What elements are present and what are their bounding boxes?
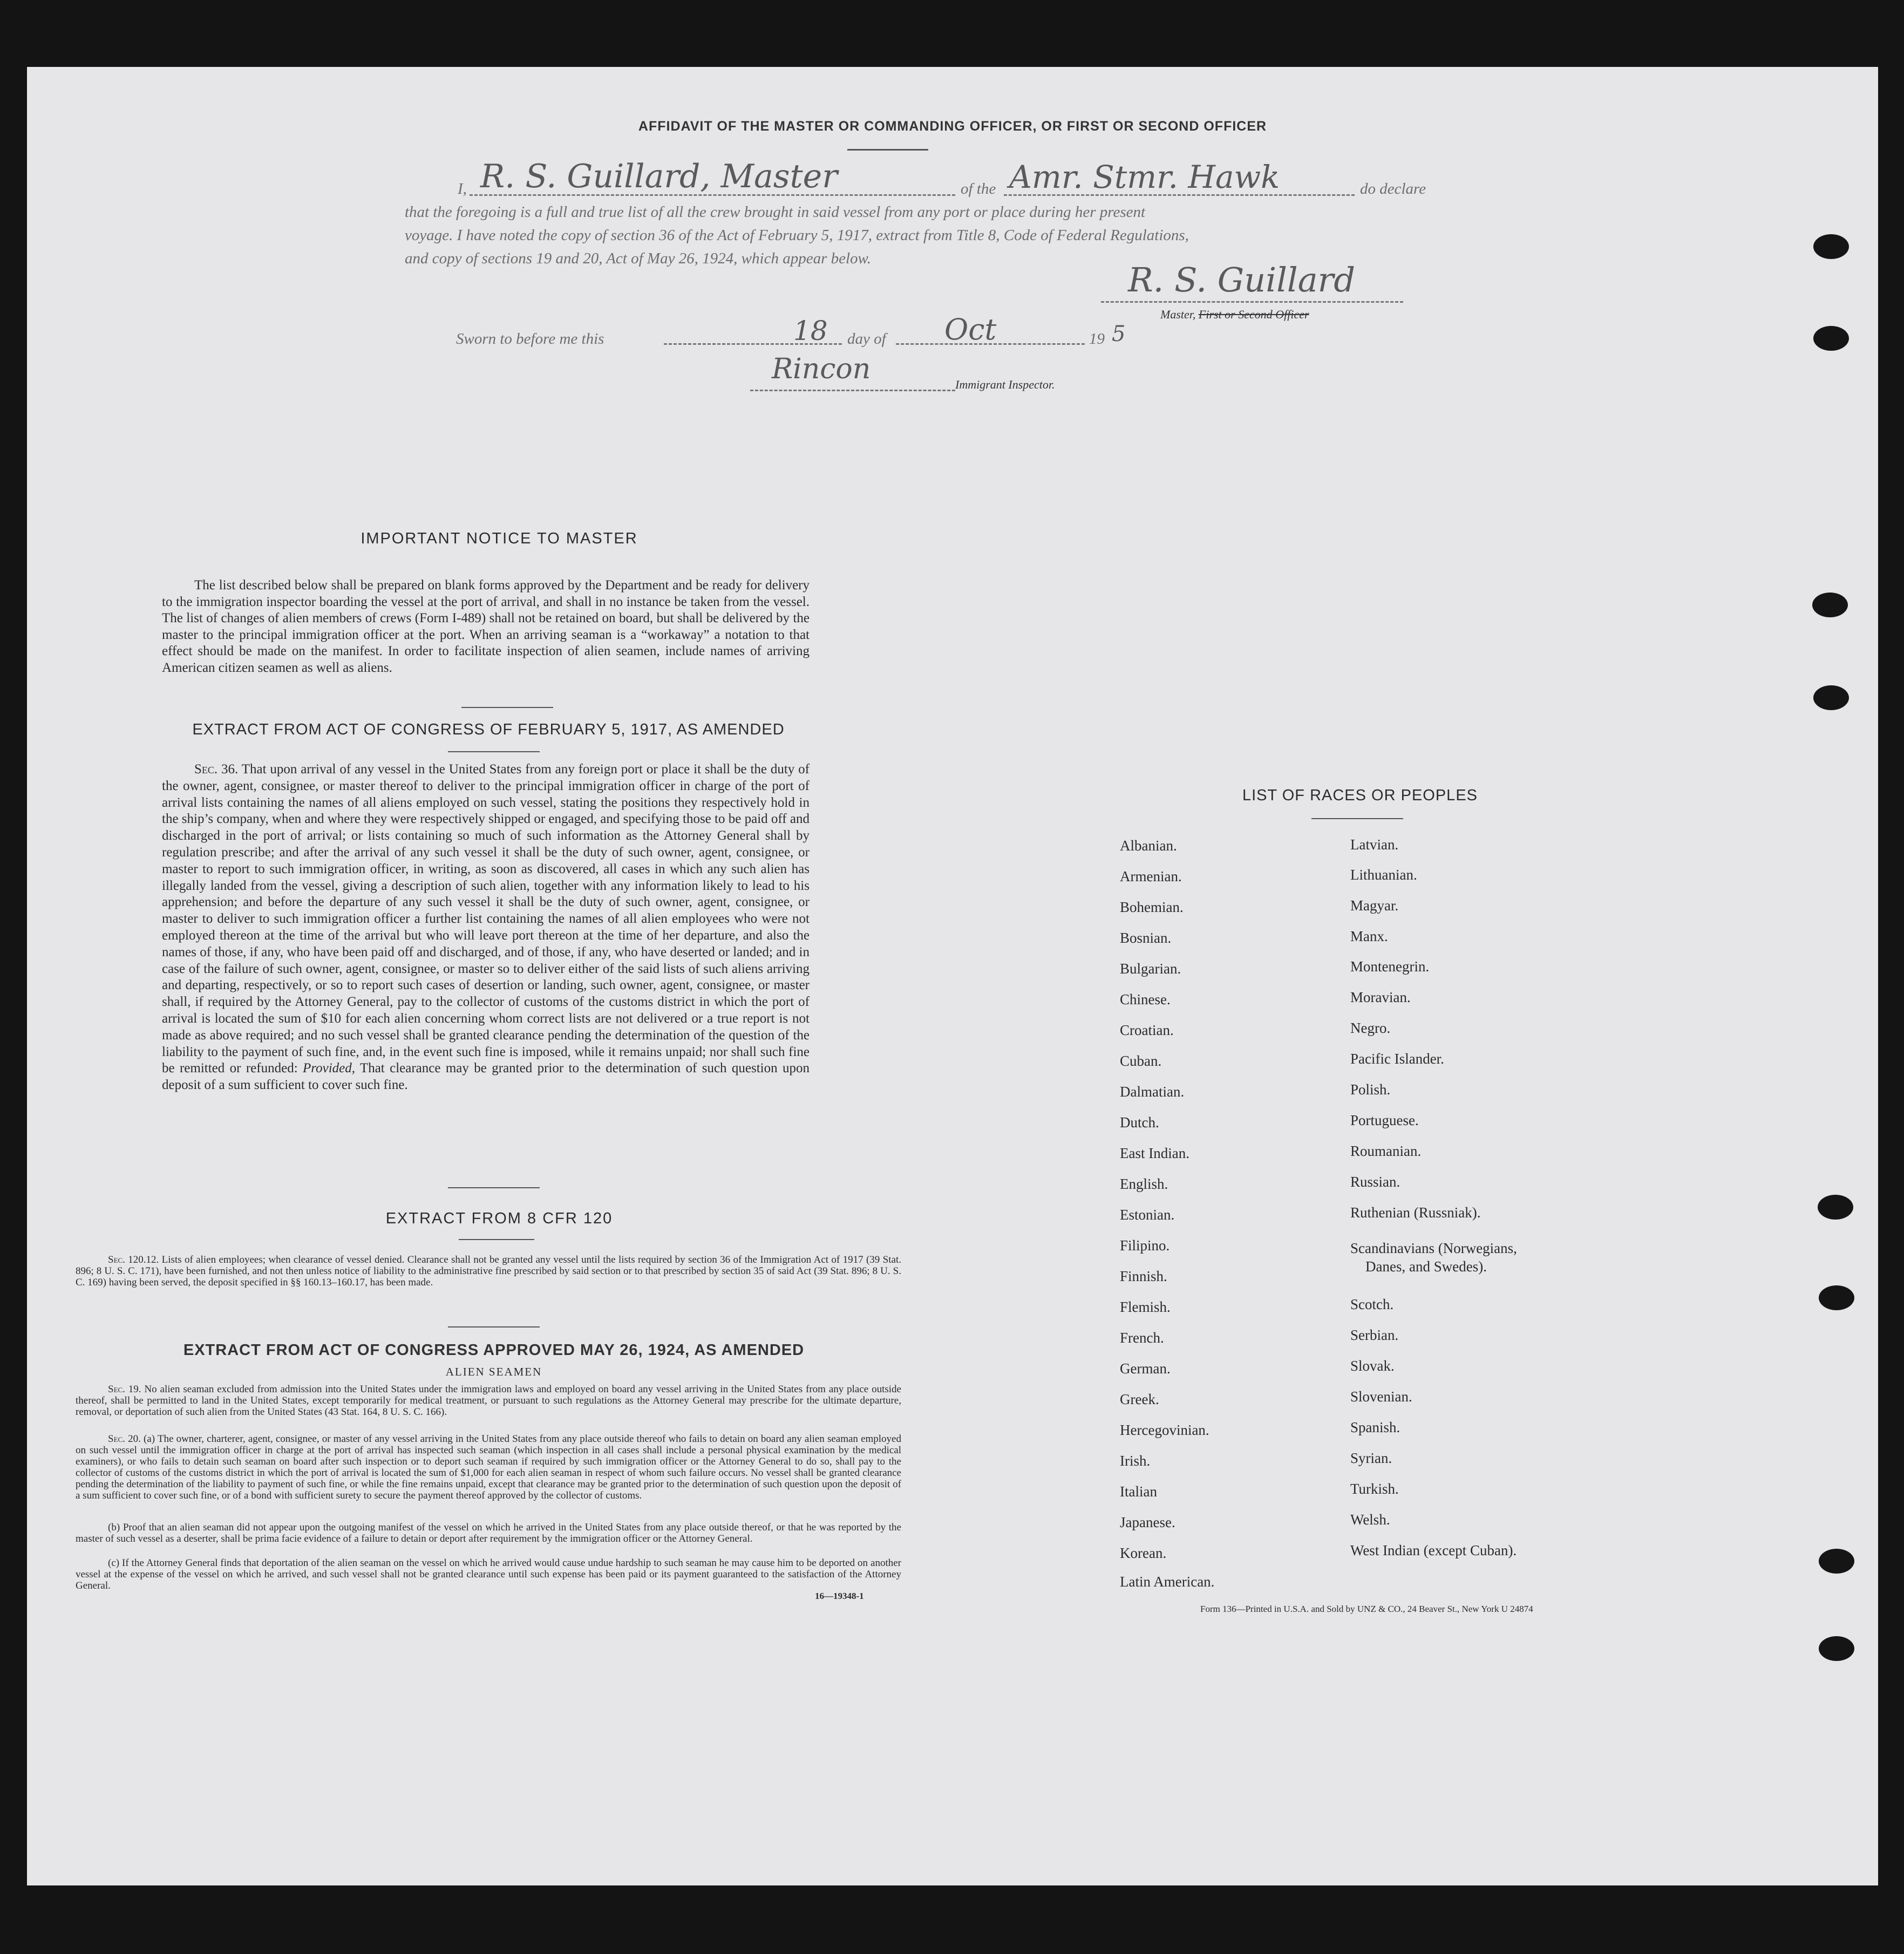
title-rule [847, 149, 928, 151]
alien-seamen-subheading: ALIEN SEAMEN [445, 1365, 542, 1378]
notice-body [162, 577, 810, 676]
sworn-month-handwritten: Oct [944, 312, 997, 346]
race-item: Irish. [1120, 1453, 1151, 1469]
section-20b [76, 1522, 901, 1544]
race-item: Pacific Islander. [1350, 1051, 1444, 1067]
document-sheet [27, 67, 1878, 1885]
inspector-signature: Rincon [772, 353, 871, 385]
affidavit-line-3: voyage. I have noted the copy of section 36 of the Act of February 5, 1917, extract from Title 8, Code of Federal Regulations, [405, 227, 1189, 244]
vessel-handwritten: Amr. Stmr. Hawk [1009, 159, 1280, 195]
race-item: Negro. [1350, 1020, 1391, 1036]
race-item: Bosnian. [1120, 930, 1172, 946]
race-item: Scotch. [1350, 1296, 1394, 1312]
extract-1917-heading: EXTRACT FROM ACT OF CONGRESS OF FEBRUARY 5, 1917, AS AMENDED [192, 721, 785, 738]
race-item: Scandinavians (Norwegians, [1350, 1240, 1517, 1256]
race-item: Montenegrin. [1350, 958, 1430, 975]
race-item: Italian [1120, 1483, 1157, 1500]
signature-line [1101, 301, 1403, 303]
extract-1924-top-rule [448, 1326, 540, 1327]
race-item: Dalmatian. [1120, 1084, 1185, 1100]
cfr-heading: EXTRACT FROM 8 CFR 120 [385, 1210, 613, 1227]
race-item: Korean. [1120, 1545, 1167, 1561]
race-item: Portuguese. [1350, 1112, 1419, 1128]
races-heading: LIST OF RACES OR PEOPLES [1242, 787, 1478, 804]
section-20c [76, 1557, 901, 1591]
sec-19-label: Sec. 19. [108, 1384, 141, 1395]
i-label: I, [458, 180, 467, 198]
sworn-day-handwritten: 18 [793, 315, 828, 346]
cfr-sec-label: Sec. 120.12. [108, 1254, 159, 1265]
race-item: Hercegovinian. [1120, 1422, 1209, 1438]
master-label: Master, [1160, 308, 1196, 321]
races-rule [1311, 818, 1403, 819]
race-item: Chinese. [1120, 991, 1171, 1007]
race-item: Magyar. [1350, 897, 1399, 914]
section-36 [162, 761, 810, 1094]
race-item: Latin American. [1120, 1574, 1215, 1590]
sec-19-text: No alien seaman excluded from admission into the United States under the immigration laws and employed on board any vessel arriving in the United States from any place outside thereof, shall be permitted to land in the United States, except temporarily for medical treatment, or pursuant to such regulations as the Attorney General may prescribe for the ultimate departure, removal, or deportation of such alien from the United States (43 Stat. 164, 8 U. S. C. 166). [76, 1384, 901, 1418]
notice-text: The list described below shall be prepared on blank forms approved by the Department and be ready for delivery to the immigration inspector boarding the vessel at the port of arrival, and shall in no instance be taken from the vessel. The list of changes of alien members of crews (Form I-489) shall not be retained on board, but shall be delivered by the master to the principal immigration officer at the port. When an arriving seaman is a “workaway” a notation to that effect should be made on the manifest. In order to facilitate inspection of alien seamen, include names of arriving American citizen seamen as well as aliens. [162, 578, 810, 675]
race-item: Slovenian. [1350, 1388, 1412, 1405]
punch-hole [1813, 234, 1849, 259]
race-item: Latvian. [1350, 836, 1399, 853]
race-item: Cuban. [1120, 1053, 1162, 1069]
affidavit-line-4: and copy of sections 19 and 20, Act of May 26, 1924, which appear below. [405, 250, 871, 267]
inspector-label: Immigrant Inspector. [955, 378, 1055, 391]
cfr-body [76, 1254, 901, 1288]
sworn-year-handwritten: 5 [1112, 322, 1126, 346]
race-item: Dutch. [1120, 1114, 1159, 1131]
sec-20-label: Sec. 20. [108, 1433, 141, 1445]
race-item: Bulgarian. [1120, 961, 1181, 977]
race-item: Croatian. [1120, 1022, 1174, 1038]
punch-hole [1813, 326, 1849, 351]
year-prefix: 19 [1089, 330, 1105, 348]
extract-1924-heading: EXTRACT FROM ACT OF CONGRESS APPROVED MAY 26, 1924, AS AMENDED [183, 1342, 805, 1359]
race-item: Armenian. [1120, 868, 1182, 884]
race-item: Serbian. [1350, 1327, 1399, 1343]
race-item: Moravian. [1350, 989, 1411, 1005]
race-item: Greek. [1120, 1391, 1159, 1407]
signature-caption [1160, 308, 1309, 322]
sworn-prefix: Sworn to before me this [456, 330, 604, 348]
punch-hole [1819, 1285, 1854, 1310]
race-item: Estonian. [1120, 1207, 1175, 1223]
race-item: Turkish. [1350, 1481, 1399, 1497]
race-item: West Indian (except Cuban). [1350, 1542, 1517, 1558]
race-item: Polish. [1350, 1081, 1391, 1098]
do-declare-label: do declare [1360, 180, 1426, 198]
affidavit-title: AFFIDAVIT OF THE MASTER OR COMMANDING OFFICER, OR FIRST OR SECOND OFFICER [638, 119, 1267, 134]
race-item: Welsh. [1350, 1512, 1390, 1528]
inspector-line [750, 390, 955, 391]
day-of-label: day of [847, 330, 886, 348]
race-item: Bohemian. [1120, 899, 1184, 915]
extract-1917-rule [448, 751, 540, 752]
master-signature: R. S. Guillard [1128, 260, 1356, 299]
form-code: 16—19348-1 [815, 1591, 864, 1601]
race-item: Manx. [1350, 928, 1388, 944]
race-item: Spanish. [1350, 1419, 1400, 1435]
race-item: Flemish. [1120, 1299, 1171, 1315]
race-item: Russian. [1350, 1174, 1400, 1190]
race-item: East Indian. [1120, 1145, 1189, 1161]
sec-36-text-a: That upon arrival of any vessel in the United States from any foreign port or place it shall be the duty of the owner, agent, consignee, or master thereof to deliver to the principal immigration officer in charge of the port of arrival lists containing the names of all aliens employed on such vessel, stating the positions they respectively hold in the ship’s company, when and where they were respectively shipped or engaged, and specifying those to be paid off and discharged in the port of arrival; or lists containing so much of such information as the Attorney General shall by regulation prescribe; and after the arrival of any such vessel it shall be the duty of such owner, agent, consignee, or master to report to such immigration officer, in writing, as soon as discovered, all cases in which any such alien has illegally landed from the vessel, giving a description of such alien, together with any information likely to lead to his apprehension; and before the departure of any such vessel it shall be the duty of such owner, agent, consignee, or master to deliver to such immigration officer a further list containing the names of all alien employees who were not employed thereon at the time of the arrival but who will leave port thereon at the time of her departure, and also the names of those, if any, who have been paid off and discharged, and of those, if any, who have deserted or landed; and in case of the failure of such owner, agent, consignee, or master so to deliver either of the said lists of such aliens arriving and departing, respectively, or so to report such cases of desertion or landing, such owner, agent, consignee, or master shall, if required by the Attorney General, pay to the collector of customs of the customs district in which the port of arrival is located the sum of $10 for each alien concerning whom correct lists are not delivered or a true report is not made as above required; and no such vessel shall be granted clearance pending the determination of the question of the liability to the payment of such fine, and, in the event such fine is imposed, while it remains unpaid; nor shall such fine be remitted or refunded: [162, 762, 810, 1076]
race-item: Roumanian. [1350, 1143, 1422, 1159]
notice-heading: IMPORTANT NOTICE TO MASTER [361, 530, 638, 547]
race-item: Danes, and Swedes). [1365, 1258, 1487, 1275]
of-the-label: of the [961, 180, 996, 198]
punch-hole [1812, 593, 1848, 617]
race-item: Finnish. [1120, 1268, 1167, 1284]
race-item: Albanian. [1120, 838, 1177, 854]
cfr-rule [459, 1239, 534, 1240]
race-item: Filipino. [1120, 1237, 1170, 1254]
punch-hole [1819, 1549, 1854, 1574]
race-item: French. [1120, 1330, 1164, 1346]
punch-hole [1818, 1195, 1853, 1220]
provided-word: Provided, [303, 1061, 355, 1076]
race-item: Slovak. [1350, 1358, 1395, 1374]
punch-hole [1813, 685, 1849, 710]
cfr-top-rule [448, 1187, 540, 1188]
affidavit-line-2: that the foregoing is a full and true list of all the crew brought in said vessel from any port or place during her present [405, 203, 1146, 221]
race-item: Japanese. [1120, 1514, 1175, 1530]
master-name-handwritten: R. S. Guillard, Master [480, 158, 838, 195]
race-item: German. [1120, 1360, 1171, 1377]
section-19 [76, 1384, 901, 1418]
form-footer: Form 136—Printed in U.S.A. and Sold by UNZ & CO., 24 Beaver St., New York U 24874 [1200, 1604, 1533, 1614]
cfr-text: Lists of alien employees; when clearance of vessel denied. Clearance shall not be granted any vessel until the lists required by section 36 of the Immigration Act of 1917 (39 Stat. 896; 8 U. S. C. 171), have been furnished, and not then unless notice of liability to the administrative fine prescribed by said section or to that prescribed by section 35 of said Act (39 Stat. 896; 8 U. S. C. 169) having been served, the deposit specified in §§ 160.13–160.17, has been made. [76, 1254, 901, 1288]
punch-hole [1819, 1636, 1854, 1661]
sec-20c-text: (c) If the Attorney General finds that deportation of the alien seaman on the vessel on which he arrived would cause undue hardship to such seaman he may cause him to be deported on another vessel at the expense of the vessel on which he arrived, and such vessel shall not be granted clearance until such expense has been paid or its payment guaranteed to the satisfaction of the Attorney General. [76, 1557, 901, 1591]
sec-36-text-b: That clearance may be granted prior to the determination of such question upon deposit of a sum sufficient to cover such fine. [162, 1061, 810, 1093]
sec-36-label: Sec. 36. [194, 762, 239, 777]
section-20a [76, 1433, 901, 1501]
struck-officer-label: First or Second Officer [1198, 308, 1309, 321]
sec-20a-text: (a) The owner, charterer, agent, consignee, or master of any vessel arriving in the United States from any place outside thereof who fails to detain on board any alien seaman employed on such vessel until the immigration officer in charge at the port of arrival has inspected such seaman (which inspection in all cases shall include a personal physical examination by the medical examiners), or who fails to detain such seaman on board after such inspection or to deport such seaman if required by such immigration officer or the Attorney General to do so, shall pay to the collector of customs of the customs district in which the port of arrival is located the sum of $1,000 for each alien seaman in respect of whom such failure occurs. No vessel shall be granted clearance pending the determination of the liability to payment of such fine, or while the fine remains unpaid, except that clearance may be granted prior to the determination of such question upon the deposit of a sum sufficient to cover such fine, or of a bond with sufficient surety to secure the payment thereof approved by the collector of customs. [76, 1433, 901, 1501]
sec-20b-text: (b) Proof that an alien seaman did not appear upon the outgoing manifest of the vessel on which he arrived in the United States from any place outside thereof, or that he was reported by the master of such vessel as a deserter, shall be prima facie evidence of a failure to detain or deport after requirement by the immigration officer or the Attorney General. [76, 1522, 901, 1544]
race-item: Ruthenian (Russniak). [1350, 1204, 1481, 1221]
notice-rule [461, 707, 553, 708]
race-item: English. [1120, 1176, 1168, 1192]
race-item: Lithuanian. [1350, 867, 1417, 883]
race-item: Syrian. [1350, 1450, 1392, 1466]
